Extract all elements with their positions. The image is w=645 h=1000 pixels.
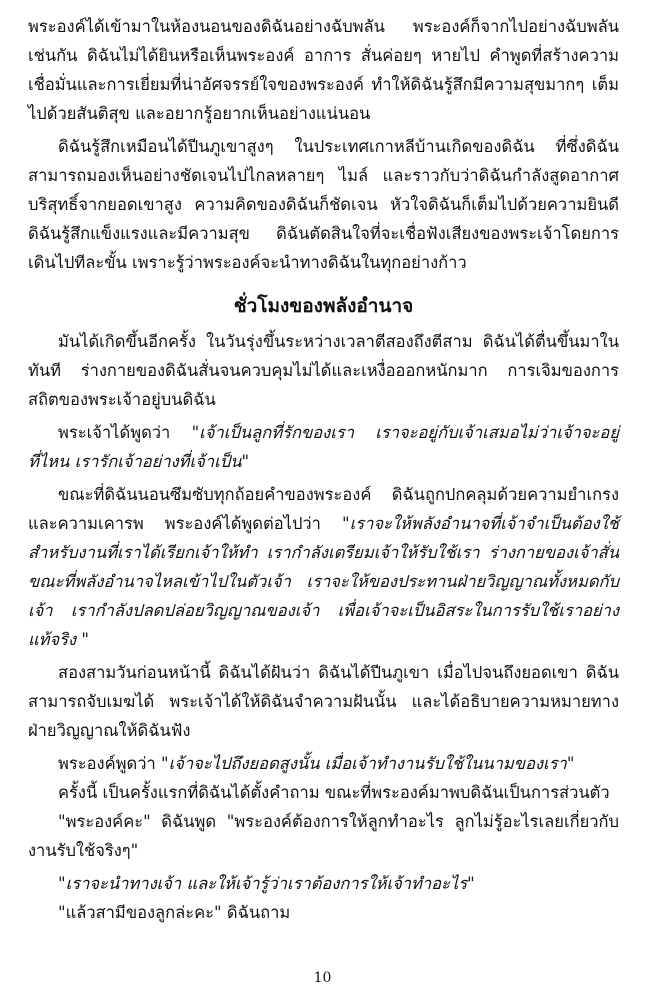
section-heading: ชั่วโมงของพลังอำนาจ — [233, 295, 414, 317]
paragraph-power — [28, 480, 619, 654]
paragraph-god-said — [28, 418, 619, 476]
paragraph-first-question: ครั้งนี้ เป็นครั้งแรกที่ดิฉันได้ตั้งคำถาม ขณะที่พระองค์มาพบดิฉันเป็นการส่วนตัว — [58, 783, 610, 802]
quote-text: "เจ้าเป็นลูกที่รักของเรา เราจะอยู่กับเจ้าเสมอไม่ว่าเจ้าจะอยู่ที่ไหน เรารักเจ้าอย่างที่เจ้าเป็น" — [28, 423, 619, 471]
paragraph-lead-text: ขณะที่ดิฉันนอนซึมซับทุกถ้อยคำของพระองค์ ดิฉันถูกปกคลุมด้วยความยำเกรงและความเคารพ พระองค์ได้พูดต่อไปว่า — [28, 485, 619, 533]
quote-text: "เราจะให้พลังอำนาจที่เจ้าจำเป็นต้องใช้สำหรับงานที่เราได้เรียกเจ้าให้ทำ เรากำลังเตรียมเจ้าให้รับใช้เรา ร่างกายของเจ้าสั่นขณะที่พลังอำนาจไหลเข้าไปในตัวเจ้า เราจะให้ของประทานฝ่ายวิญญาณทั้งหมดกับเจ้า เรากำลังปลดปล่อยวิญญาณของเจ้า เพื่อเจ้าจะเป็นอิสระในการรับใช้เราอย่างแท้จริง " — [28, 514, 619, 649]
page-number: 10 — [313, 970, 332, 986]
paragraph-dialogue-answer — [28, 869, 619, 898]
paragraph-lead-text: พระองค์พูดว่า — [58, 754, 161, 773]
paragraph-awakening: มันได้เกิดขึ้นอีกครั้ง ในวันรุ่งขึ้นระหว่างเวลาตีสองถึงตีสาม ดิฉันได้ตื่นขึ้นมาในทันที ร่างกายของดิฉันสั่นจนควบคุมไม่ได้และเหงื่อออกหนักมาก การเจิมของการสถิตของพระเจ้าอยู่บนดิฉัน — [28, 332, 619, 409]
paragraph-lead-text: พระเจ้าได้พูดว่า — [58, 423, 192, 442]
paragraph-dialogue-husband: "แล้วสามีของลูกล่ะคะ" ดิฉันถาม — [58, 903, 291, 922]
paragraph-he-said — [28, 749, 619, 778]
quote-text: "เราจะนำทางเจ้า และให้เจ้ารู้ว่าเราต้องการให้เจ้าทำอะไร" — [58, 874, 475, 893]
paragraph-dream: สองสามวันก่อนหน้านี้ ดิฉันได้ฝันว่า ดิฉันได้ปีนภูเขา เมื่อไปจนถึงยอดเขา ดิฉันสามารถจับเมฆได้ พระเจ้าได้ให้ดิฉันจำความฝันนั้น และได้อธิบายความหมายทางฝ่ายวิญญาณให้ดิฉันฟัง — [28, 663, 619, 740]
paragraph-mountain: ดิฉันรู้สึกเหมือนได้ปีนภูเขาสูงๆ ในประเทศเกาหลีบ้านเกิดของดิฉัน ที่ซึ่งดิฉันสามารถมองเห็นอย่างชัดเจนไปไกลหลายๆ ไมล์ และราวกับว่าดิฉันกำลังสูดอากาศบริสุทธิ์จากยอดเขาสูง ความคิดของดิฉันก็ชัดเจน หัวใจดิฉันก็เต็มไปด้วยความยินดี ดิฉันรู้สึกแข็งแรงและมีความสุข ดิฉันตัดสินใจที่จะเชื่อฟังเสียงของพระเจ้าโดยการเดินไปทีละขั้น เพราะรู้ว่าพระองค์จะนำทางดิฉันในทุกอย่างก้าว — [28, 137, 619, 272]
quote-text: "เจ้าจะไปถึงยอดสูงนั้น เมื่อเจ้าทำงานรับใช้ในนามของเรา" — [160, 754, 575, 773]
paragraph-visit: พระองค์ได้เข้ามาในห้องนอนของดิฉันอย่างฉับพลัน พระองค์ก็จากไปอย่างฉับพลันเช่นกัน ดิฉันไม่ได้ยินหรือเห็นพระองค์ อาการ สั่นค่อยๆ หายไป คำพูดที่สร้างความเชื่อมั่นและการเยี่ยมที่น่าอัศจรรย์ใจของพระองค์ ทำให้ดิฉันรู้สึกมีความสุขมากๆ เต็มไปด้วยสันติสุข และอยากรู้อยากเห็นอย่างแน่นอน — [28, 17, 619, 123]
paragraph-dialogue-ask: "พระองค์คะ" ดิฉันพูด "พระองค์ต้องการให้ลูกทำอะไร ลูกไม่รู้อะไรเลยเกี่ยวกับงานรับใช้จริงๆ" — [28, 812, 619, 860]
